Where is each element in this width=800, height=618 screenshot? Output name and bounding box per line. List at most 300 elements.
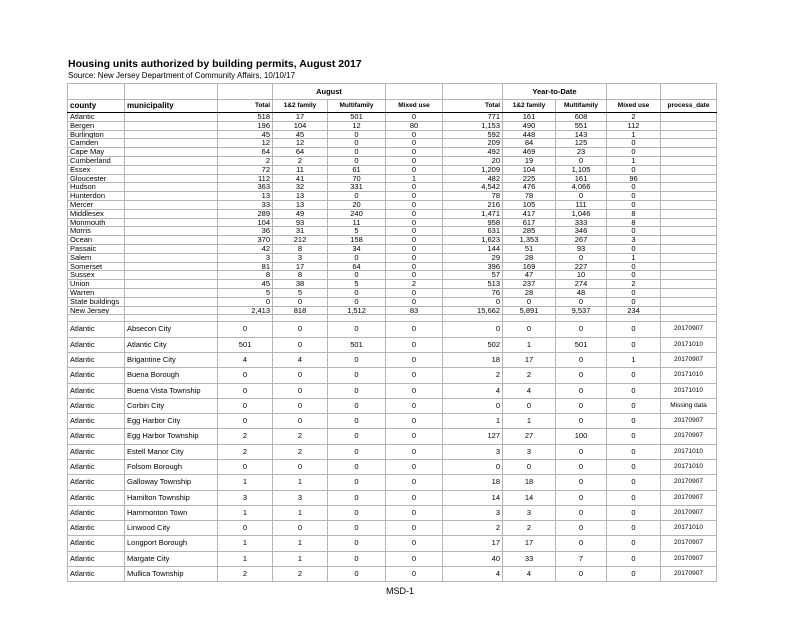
value-aug-total: 196 [218, 121, 273, 130]
county-name: Atlantic [68, 475, 125, 490]
process-date-cell [661, 280, 717, 289]
value-ytd-mixed: 0 [607, 368, 661, 383]
process-date-cell [661, 218, 717, 227]
value-ytd-multifamily: 10 [556, 271, 607, 280]
value-aug-total: 8 [218, 271, 273, 280]
value-ytd-total: 20 [443, 156, 503, 165]
county-name: Salem [68, 253, 125, 262]
value-aug-total: 45 [218, 130, 273, 139]
value-aug-12family: 0 [273, 297, 328, 306]
value-aug-12family: 2 [273, 156, 328, 165]
county-row [68, 253, 717, 262]
value-aug-12family: 41 [273, 174, 328, 183]
value-aug-mixed: 0 [386, 475, 443, 490]
county-name: Monmouth [68, 218, 125, 227]
value-ytd-mixed: 0 [607, 227, 661, 236]
county-row [68, 227, 717, 236]
county-row [68, 139, 717, 148]
value-ytd-12family: 105 [503, 200, 556, 209]
total-aug-total: 2,413 [218, 306, 273, 315]
value-aug-multifamily: 501 [328, 337, 386, 352]
value-aug-12family: 45 [273, 130, 328, 139]
municipality-cell [125, 165, 218, 174]
value-ytd-12family: 237 [503, 280, 556, 289]
county-name: Atlantic [68, 398, 125, 413]
permits-table [67, 83, 717, 582]
value-aug-mixed: 80 [386, 121, 443, 130]
value-aug-12family: 12 [273, 139, 328, 148]
value-aug-12family: 31 [273, 227, 328, 236]
value-aug-multifamily: 0 [328, 505, 386, 520]
municipality-row [68, 337, 717, 352]
process-date-cell [661, 139, 717, 148]
value-aug-multifamily: 34 [328, 244, 386, 253]
county-row [68, 200, 717, 209]
value-aug-multifamily: 61 [328, 165, 386, 174]
value-ytd-multifamily: 93 [556, 244, 607, 253]
value-aug-mixed: 0 [386, 236, 443, 245]
municipality-cell [125, 156, 218, 165]
value-aug-total: 104 [218, 218, 273, 227]
value-ytd-mixed: 0 [607, 262, 661, 271]
spacer-cell [443, 315, 503, 322]
value-aug-12family: 2 [273, 567, 328, 582]
county-name: Atlantic [68, 429, 125, 444]
value-aug-multifamily: 64 [328, 262, 386, 271]
county-name: Mercer [68, 200, 125, 209]
total-aug-12family: 818 [273, 306, 328, 315]
value-ytd-mixed: 0 [607, 398, 661, 413]
value-aug-mixed: 0 [386, 253, 443, 262]
value-aug-total: 4 [218, 352, 273, 367]
value-ytd-multifamily: 346 [556, 227, 607, 236]
value-aug-multifamily: 0 [328, 460, 386, 475]
value-aug-12family: 11 [273, 165, 328, 174]
value-ytd-multifamily: 0 [556, 567, 607, 582]
value-ytd-mixed: 0 [607, 192, 661, 201]
value-aug-12family: 13 [273, 192, 328, 201]
value-aug-total: 0 [218, 460, 273, 475]
spacer-cell [68, 315, 125, 322]
column-header-row [68, 100, 717, 113]
value-aug-12family: 3 [273, 253, 328, 262]
value-ytd-multifamily: 100 [556, 429, 607, 444]
county-name: Atlantic [68, 368, 125, 383]
value-aug-12family: 93 [273, 218, 328, 227]
process-date: 20171010 [661, 521, 717, 536]
county-name: Somerset [68, 262, 125, 271]
value-ytd-12family: 4 [503, 383, 556, 398]
value-ytd-total: 0 [443, 322, 503, 337]
county-name: Warren [68, 288, 125, 297]
municipality-cell [125, 236, 218, 245]
group-august: August [273, 84, 386, 100]
value-aug-12family: 49 [273, 209, 328, 218]
municipality-row [68, 521, 717, 536]
value-aug-total: 0 [218, 383, 273, 398]
value-aug-multifamily: 0 [328, 322, 386, 337]
value-ytd-total: 18 [443, 475, 503, 490]
value-ytd-multifamily: 227 [556, 262, 607, 271]
value-aug-multifamily: 0 [328, 253, 386, 262]
value-aug-multifamily: 158 [328, 236, 386, 245]
county-name: Atlantic [68, 521, 125, 536]
municipality-name: Buena Borough [125, 368, 218, 383]
value-ytd-mixed: 0 [607, 551, 661, 566]
value-aug-multifamily: 5 [328, 227, 386, 236]
value-aug-multifamily: 0 [328, 288, 386, 297]
value-ytd-12family: 27 [503, 429, 556, 444]
municipality-cell [125, 280, 218, 289]
value-ytd-mixed: 96 [607, 174, 661, 183]
value-aug-total: 1 [218, 551, 273, 566]
value-ytd-mixed: 0 [607, 383, 661, 398]
municipality-row [68, 368, 717, 383]
municipality-row [68, 429, 717, 444]
col-ytd-multifamily: Multifamily [556, 100, 607, 113]
value-aug-mixed: 0 [386, 218, 443, 227]
municipality-row [68, 444, 717, 459]
value-aug-total: 1 [218, 475, 273, 490]
municipality-name: Corbin City [125, 398, 218, 413]
value-ytd-total: 14 [443, 490, 503, 505]
county-name: Cape May [68, 148, 125, 157]
value-aug-mixed: 0 [386, 165, 443, 174]
value-ytd-total: 17 [443, 536, 503, 551]
value-ytd-mixed: 0 [607, 165, 661, 174]
value-aug-mixed: 0 [386, 352, 443, 367]
value-ytd-multifamily: 0 [556, 521, 607, 536]
municipality-name: Buena Vista Township [125, 383, 218, 398]
state-total-row [68, 306, 717, 315]
col-aug-12family: 1&2 family [273, 100, 328, 113]
value-aug-multifamily: 0 [328, 490, 386, 505]
value-ytd-multifamily: 0 [556, 253, 607, 262]
value-aug-mixed: 0 [386, 383, 443, 398]
col-municipality: municipality [125, 100, 218, 113]
municipality-name: Estell Manor City [125, 444, 218, 459]
value-aug-12family: 38 [273, 280, 328, 289]
value-ytd-multifamily: 0 [556, 383, 607, 398]
value-ytd-multifamily: 0 [556, 460, 607, 475]
municipality-row [68, 490, 717, 505]
municipality-name: Hamilton Township [125, 490, 218, 505]
value-aug-total: 33 [218, 200, 273, 209]
process-date: Missing data [661, 398, 717, 413]
value-aug-total: 0 [218, 368, 273, 383]
process-date: 20171010 [661, 337, 717, 352]
value-ytd-multifamily: 0 [556, 352, 607, 367]
process-date: 20171010 [661, 383, 717, 398]
value-ytd-total: 1,471 [443, 209, 503, 218]
value-aug-mixed: 0 [386, 490, 443, 505]
county-row [68, 130, 717, 139]
value-ytd-multifamily: 143 [556, 130, 607, 139]
process-date: 20170907 [661, 567, 717, 582]
process-date: 20170907 [661, 536, 717, 551]
value-aug-total: 1 [218, 505, 273, 520]
value-ytd-multifamily: 0 [556, 398, 607, 413]
county-row [68, 192, 717, 201]
municipality-row [68, 536, 717, 551]
municipality-row [68, 505, 717, 520]
value-ytd-mixed: 0 [607, 460, 661, 475]
county-name: Atlantic [68, 322, 125, 337]
value-ytd-12family: 78 [503, 192, 556, 201]
page-footer: MSD-1 [385, 586, 414, 596]
county-row [68, 236, 717, 245]
value-ytd-mixed: 0 [607, 139, 661, 148]
value-ytd-multifamily: 551 [556, 121, 607, 130]
value-aug-mixed: 0 [386, 444, 443, 459]
municipality-cell [125, 121, 218, 130]
value-ytd-total: 771 [443, 113, 503, 122]
value-ytd-total: 502 [443, 337, 503, 352]
spacer-cell [607, 315, 661, 322]
total-ytd-12family: 5,891 [503, 306, 556, 315]
value-ytd-12family: 28 [503, 288, 556, 297]
value-aug-12family: 1 [273, 505, 328, 520]
value-aug-12family: 212 [273, 236, 328, 245]
process-date-cell [661, 227, 717, 236]
process-date-cell [661, 174, 717, 183]
value-aug-total: 2 [218, 429, 273, 444]
value-ytd-12family: 3 [503, 505, 556, 520]
municipality-row [68, 551, 717, 566]
value-ytd-multifamily: 0 [556, 490, 607, 505]
value-aug-12family: 0 [273, 368, 328, 383]
spacer-cell [661, 315, 717, 322]
value-ytd-multifamily: 0 [556, 414, 607, 429]
total-ytd-multifamily: 9,537 [556, 306, 607, 315]
value-aug-multifamily: 0 [328, 414, 386, 429]
municipality-cell [125, 244, 218, 253]
value-aug-multifamily: 0 [328, 567, 386, 582]
value-ytd-12family: 169 [503, 262, 556, 271]
col-process-date: process_date [661, 100, 717, 113]
value-aug-multifamily: 5 [328, 280, 386, 289]
process-date-cell [661, 200, 717, 209]
municipality-row [68, 383, 717, 398]
value-ytd-12family: 161 [503, 113, 556, 122]
county-name: Hunterdon [68, 192, 125, 201]
value-ytd-multifamily: 0 [556, 536, 607, 551]
value-ytd-mixed: 0 [607, 322, 661, 337]
value-ytd-total: 0 [443, 297, 503, 306]
value-ytd-mixed: 1 [607, 130, 661, 139]
value-ytd-mixed: 0 [607, 536, 661, 551]
county-name: Atlantic [68, 551, 125, 566]
value-ytd-12family: 0 [503, 297, 556, 306]
value-ytd-mixed: 0 [607, 271, 661, 280]
county-name: Cumberland [68, 156, 125, 165]
municipality-name: Longport Borough [125, 536, 218, 551]
municipality-cell [125, 174, 218, 183]
process-date-cell [661, 209, 717, 218]
value-ytd-mixed: 0 [607, 505, 661, 520]
value-ytd-12family: 0 [503, 398, 556, 413]
value-ytd-mixed: 0 [607, 521, 661, 536]
value-aug-total: 0 [218, 414, 273, 429]
value-ytd-12family: 84 [503, 139, 556, 148]
value-ytd-mixed: 0 [607, 490, 661, 505]
value-aug-12family: 1 [273, 536, 328, 551]
value-aug-multifamily: 240 [328, 209, 386, 218]
county-name: Middlesex [68, 209, 125, 218]
value-aug-total: 0 [218, 297, 273, 306]
county-row [68, 262, 717, 271]
value-ytd-multifamily: 274 [556, 280, 607, 289]
spacer-cell [218, 315, 273, 322]
process-date-cell [661, 113, 717, 122]
value-ytd-multifamily: 0 [556, 368, 607, 383]
county-name: State buildings [68, 297, 125, 306]
value-aug-mixed: 0 [386, 244, 443, 253]
county-row [68, 174, 717, 183]
value-ytd-total: 4 [443, 567, 503, 582]
value-aug-total: 501 [218, 337, 273, 352]
value-aug-total: 45 [218, 280, 273, 289]
value-ytd-multifamily: 23 [556, 148, 607, 157]
county-name: Atlantic [68, 113, 125, 122]
value-ytd-12family: 417 [503, 209, 556, 218]
value-ytd-mixed: 0 [607, 475, 661, 490]
value-ytd-mixed: 1 [607, 253, 661, 262]
value-aug-multifamily: 12 [328, 121, 386, 130]
county-name: Atlantic [68, 567, 125, 582]
col-county: county [68, 100, 125, 113]
value-ytd-total: 2 [443, 368, 503, 383]
group-ytd: Year-to-Date [503, 84, 607, 100]
value-ytd-12family: 17 [503, 352, 556, 367]
value-aug-12family: 0 [273, 521, 328, 536]
value-aug-total: 2 [218, 444, 273, 459]
value-ytd-mixed: 2 [607, 113, 661, 122]
municipality-cell [125, 148, 218, 157]
value-aug-mixed: 0 [386, 414, 443, 429]
value-aug-mixed: 0 [386, 297, 443, 306]
value-aug-mixed: 1 [386, 174, 443, 183]
value-aug-multifamily: 0 [328, 156, 386, 165]
value-aug-total: 81 [218, 262, 273, 271]
value-ytd-multifamily: 267 [556, 236, 607, 245]
value-aug-total: 289 [218, 209, 273, 218]
process-date-cell [661, 271, 717, 280]
value-aug-mixed: 0 [386, 551, 443, 566]
value-aug-mixed: 0 [386, 262, 443, 271]
value-ytd-12family: 47 [503, 271, 556, 280]
spacer-row [68, 315, 717, 322]
value-ytd-mixed: 1 [607, 156, 661, 165]
value-ytd-mixed: 0 [607, 429, 661, 444]
value-aug-mixed: 0 [386, 322, 443, 337]
value-ytd-mixed: 0 [607, 200, 661, 209]
municipality-name: Brigantine City [125, 352, 218, 367]
spacer-cell [328, 315, 386, 322]
county-name: Bergen [68, 121, 125, 130]
county-row [68, 244, 717, 253]
process-date-cell [661, 306, 717, 315]
value-aug-12family: 8 [273, 271, 328, 280]
county-name: Camden [68, 139, 125, 148]
value-ytd-12family: 17 [503, 536, 556, 551]
value-aug-mixed: 0 [386, 183, 443, 192]
county-name: Atlantic [68, 337, 125, 352]
value-aug-multifamily: 20 [328, 200, 386, 209]
value-aug-mixed: 0 [386, 113, 443, 122]
municipality-cell [125, 306, 218, 315]
value-aug-mixed: 0 [386, 460, 443, 475]
value-ytd-total: 40 [443, 551, 503, 566]
county-name: Atlantic [68, 536, 125, 551]
value-ytd-mixed: 0 [607, 297, 661, 306]
value-aug-mixed: 2 [386, 280, 443, 289]
municipality-row [68, 398, 717, 413]
value-aug-12family: 104 [273, 121, 328, 130]
value-ytd-multifamily: 0 [556, 297, 607, 306]
value-ytd-12family: 18 [503, 475, 556, 490]
total-aug-mixed: 83 [386, 306, 443, 315]
value-ytd-total: 592 [443, 130, 503, 139]
value-ytd-12family: 4 [503, 567, 556, 582]
value-ytd-multifamily: 608 [556, 113, 607, 122]
value-ytd-total: 513 [443, 280, 503, 289]
value-aug-12family: 0 [273, 322, 328, 337]
value-ytd-total: 216 [443, 200, 503, 209]
county-row [68, 148, 717, 157]
municipality-cell [125, 139, 218, 148]
process-date-cell [661, 130, 717, 139]
county-row [68, 156, 717, 165]
value-ytd-12family: 2 [503, 368, 556, 383]
value-aug-multifamily: 0 [328, 536, 386, 551]
municipality-cell [125, 253, 218, 262]
value-ytd-12family: 1,353 [503, 236, 556, 245]
municipality-cell [125, 130, 218, 139]
municipality-row [68, 414, 717, 429]
value-ytd-total: 2 [443, 521, 503, 536]
value-ytd-multifamily: 0 [556, 444, 607, 459]
value-ytd-mixed: 3 [607, 236, 661, 245]
municipality-name: Mullica Township [125, 567, 218, 582]
spacer-cell [503, 315, 556, 322]
value-ytd-total: 144 [443, 244, 503, 253]
value-aug-12family: 4 [273, 352, 328, 367]
value-ytd-12family: 3 [503, 444, 556, 459]
value-aug-multifamily: 0 [328, 130, 386, 139]
value-ytd-12family: 1 [503, 337, 556, 352]
municipality-row [68, 460, 717, 475]
value-ytd-12family: 2 [503, 521, 556, 536]
value-ytd-mixed: 8 [607, 209, 661, 218]
process-date: 20171010 [661, 444, 717, 459]
value-ytd-total: 4,542 [443, 183, 503, 192]
value-ytd-total: 0 [443, 398, 503, 413]
process-date: 20170907 [661, 505, 717, 520]
value-ytd-mixed: 0 [607, 288, 661, 297]
value-ytd-12family: 617 [503, 218, 556, 227]
group-header-row [68, 84, 717, 100]
value-aug-multifamily: 0 [328, 521, 386, 536]
value-ytd-multifamily: 1,105 [556, 165, 607, 174]
value-ytd-multifamily: 0 [556, 192, 607, 201]
value-ytd-mixed: 0 [607, 183, 661, 192]
municipality-cell [125, 200, 218, 209]
process-date-cell [661, 192, 717, 201]
report-source: Source: New Jersey Department of Community Affairs, 10/10/17 [68, 71, 296, 80]
value-aug-mixed: 0 [386, 288, 443, 297]
municipality-row [68, 322, 717, 337]
